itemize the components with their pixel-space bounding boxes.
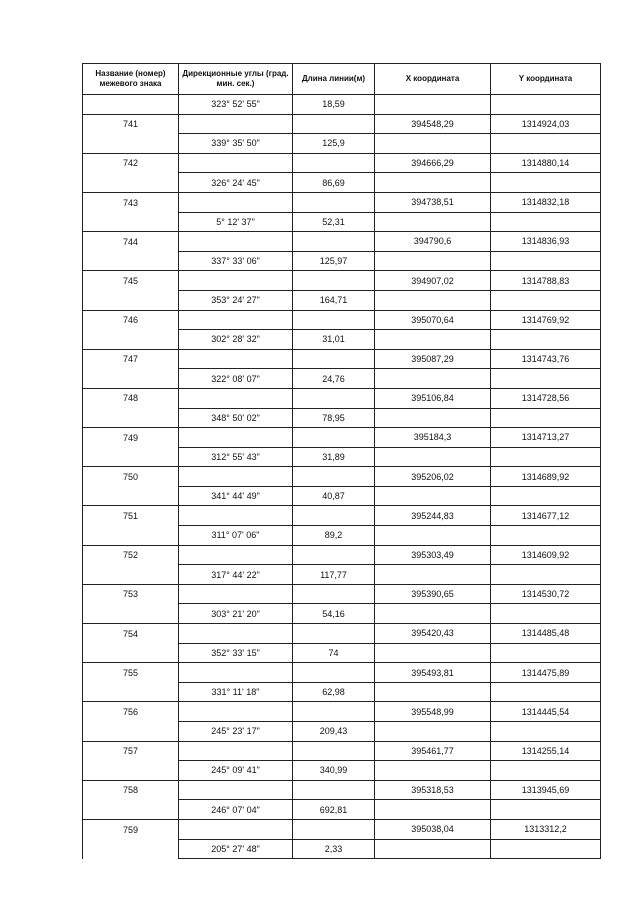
line-length: 2,33: [293, 839, 375, 859]
x-coordinate: 395070,64: [375, 310, 491, 330]
mark-number: 743: [83, 192, 179, 212]
mark-cell: [83, 604, 179, 624]
line-length: 78,95: [293, 408, 375, 428]
angle-cell: [179, 428, 293, 448]
length-cell: [293, 506, 375, 526]
length-cell: [293, 741, 375, 761]
angle-cell: [179, 584, 293, 604]
line-length: 74: [293, 643, 375, 663]
angle-cell: [179, 741, 293, 761]
direction-angle: 331° 11' 18": [179, 682, 293, 702]
y-cell: [491, 722, 601, 742]
y-cell: [491, 486, 601, 506]
x-cell: [375, 251, 491, 271]
table-row: [83, 173, 601, 193]
angle-cell: [179, 624, 293, 644]
mark-cell: [83, 330, 179, 350]
x-coordinate: 394790,6: [375, 232, 491, 252]
angle-cell: [179, 388, 293, 408]
direction-angle: 322° 08' 07": [179, 369, 293, 389]
length-cell: [293, 584, 375, 604]
angle-cell: [179, 467, 293, 487]
mark-number: 741: [83, 114, 179, 134]
table-row: [83, 310, 601, 330]
line-length: 62,98: [293, 682, 375, 702]
angle-cell: [179, 819, 293, 839]
line-length: 125,97: [293, 251, 375, 271]
mark-number: 746: [83, 310, 179, 330]
y-cell: [491, 447, 601, 467]
x-cell: [375, 800, 491, 820]
length-cell: [293, 153, 375, 173]
table-body: [83, 95, 601, 859]
table-row: [83, 780, 601, 800]
x-coordinate: 395184,3: [375, 428, 491, 448]
angle-cell: [179, 780, 293, 800]
y-cell: [491, 643, 601, 663]
direction-angle: 302° 28' 32": [179, 330, 293, 350]
mark-number: 753: [83, 584, 179, 604]
line-length: 86,69: [293, 173, 375, 193]
mark-number: 747: [83, 349, 179, 369]
y-coordinate: 1313945,69: [491, 780, 601, 800]
line-length: 31,01: [293, 330, 375, 350]
angle-cell: [179, 114, 293, 134]
y-coordinate: 1314788,83: [491, 271, 601, 291]
y-cell: [491, 134, 601, 154]
table-row: [83, 447, 601, 467]
table-row: [83, 682, 601, 702]
mark-cell: [83, 682, 179, 702]
table-row: [83, 506, 601, 526]
mark-cell: [83, 761, 179, 781]
y-coordinate: 1314445,54: [491, 702, 601, 722]
table-row: [83, 349, 601, 369]
header-y: Y координата: [491, 64, 601, 95]
direction-angle: 353° 24' 27": [179, 290, 293, 310]
y-cell: [491, 330, 601, 350]
length-cell: [293, 114, 375, 134]
table-row: [83, 408, 601, 428]
angle-cell: [179, 702, 293, 722]
angle-cell: [179, 663, 293, 683]
direction-angle: 317° 44' 22": [179, 565, 293, 585]
y-cell: [491, 251, 601, 271]
y-cell: [491, 408, 601, 428]
angle-cell: [179, 232, 293, 252]
length-cell: [293, 310, 375, 330]
x-coordinate: 395303,49: [375, 545, 491, 565]
y-coordinate: 1314485,48: [491, 624, 601, 644]
mark-number: 751: [83, 506, 179, 526]
y-cell: [491, 565, 601, 585]
direction-angle: 337° 33' 06": [179, 251, 293, 271]
length-cell: [293, 349, 375, 369]
mark-number: 755: [83, 663, 179, 683]
mark-cell: [83, 408, 179, 428]
table-row: [83, 819, 601, 839]
x-coordinate: 395548,99: [375, 702, 491, 722]
direction-angle: 205° 27' 48": [179, 839, 293, 859]
angle-cell: [179, 545, 293, 565]
table-row: [83, 153, 601, 173]
mark-cell: [83, 643, 179, 663]
mark-cell: [83, 447, 179, 467]
direction-angle: 312° 55' 43": [179, 447, 293, 467]
x-cell: [375, 447, 491, 467]
length-cell: [293, 271, 375, 291]
mark-cell: [83, 134, 179, 154]
table-row: [83, 545, 601, 565]
table-row: [83, 114, 601, 134]
y-cell: [491, 95, 601, 115]
angle-cell: 323° 52' 55": [179, 95, 293, 115]
mark-number: 744: [83, 232, 179, 252]
x-coordinate: 395206,02: [375, 467, 491, 487]
y-cell: [491, 682, 601, 702]
mark-cell: [83, 212, 179, 232]
table-row: [83, 388, 601, 408]
length-cell: [293, 624, 375, 644]
length-cell: [293, 702, 375, 722]
y-coordinate: 1314689,92: [491, 467, 601, 487]
line-length: 209,43: [293, 722, 375, 742]
mark-cell: [83, 95, 179, 115]
y-cell: [491, 839, 601, 859]
boundary-points-table: [82, 63, 601, 859]
length-cell: 18,59: [293, 95, 375, 115]
y-cell: [491, 800, 601, 820]
x-cell: [375, 604, 491, 624]
mark-number: 749: [83, 428, 179, 448]
table-row: [83, 584, 601, 604]
table-row: [83, 800, 601, 820]
table-row: [83, 839, 601, 859]
y-coordinate: 1314769,92: [491, 310, 601, 330]
mark-number: 750: [83, 467, 179, 487]
header-x: X координата: [375, 64, 491, 95]
y-coordinate: 1314924,03: [491, 114, 601, 134]
direction-angle: 311° 07' 06": [179, 526, 293, 546]
table-row: [83, 604, 601, 624]
x-cell: [375, 408, 491, 428]
mark-cell: [83, 290, 179, 310]
y-coordinate: 1314728,56: [491, 388, 601, 408]
y-cell: [491, 369, 601, 389]
x-coordinate: 395318,53: [375, 780, 491, 800]
header-angle: Дирекционные углы (град. мин. сек.): [179, 64, 293, 95]
table-row: [83, 271, 601, 291]
angle-cell: [179, 153, 293, 173]
mark-cell: [83, 526, 179, 546]
mark-number: 742: [83, 153, 179, 173]
table-header-row: [83, 64, 601, 95]
line-length: 692,81: [293, 800, 375, 820]
mark-number: 758: [83, 780, 179, 800]
x-coordinate: 395390,65: [375, 584, 491, 604]
x-cell: [375, 722, 491, 742]
x-coordinate: 395493,81: [375, 663, 491, 683]
y-cell: [491, 212, 601, 232]
y-cell: [491, 526, 601, 546]
y-coordinate: 1314677,12: [491, 506, 601, 526]
x-cell: [375, 95, 491, 115]
x-coordinate: 395461,77: [375, 741, 491, 761]
y-cell: [491, 290, 601, 310]
header-name: Название (номер) межевого знака: [83, 64, 179, 95]
mark-number: 754: [83, 624, 179, 644]
table-row: [83, 212, 601, 232]
y-coordinate: 1314255,14: [491, 741, 601, 761]
y-coordinate: 1314609,92: [491, 545, 601, 565]
x-cell: [375, 643, 491, 663]
y-coordinate: 1314836,93: [491, 232, 601, 252]
y-coordinate: 1313312,2: [491, 819, 601, 839]
direction-angle: 326° 24' 45": [179, 173, 293, 193]
mark-number: 757: [83, 741, 179, 761]
length-cell: [293, 545, 375, 565]
direction-angle: 245° 23' 17": [179, 722, 293, 742]
table-row: [83, 663, 601, 683]
mark-cell: [83, 722, 179, 742]
x-coordinate: 395038,04: [375, 819, 491, 839]
mark-number: 759: [83, 819, 179, 839]
length-cell: [293, 780, 375, 800]
length-cell: [293, 388, 375, 408]
x-coordinate: 394666,29: [375, 153, 491, 173]
direction-angle: 246° 07' 04": [179, 800, 293, 820]
mark-cell: [83, 486, 179, 506]
mark-cell: [83, 565, 179, 585]
x-cell: [375, 290, 491, 310]
length-cell: [293, 428, 375, 448]
angle-cell: [179, 192, 293, 212]
table-row: [83, 741, 601, 761]
table-row: [83, 290, 601, 310]
mark-cell: [83, 173, 179, 193]
x-cell: [375, 839, 491, 859]
mark-number: 752: [83, 545, 179, 565]
x-cell: [375, 330, 491, 350]
table-row: [83, 702, 601, 722]
table-row: [83, 428, 601, 448]
mark-cell: [83, 251, 179, 271]
line-length: 125,9: [293, 134, 375, 154]
table-row: [83, 330, 601, 350]
y-coordinate: 1314475,89: [491, 663, 601, 683]
table-row: [83, 722, 601, 742]
x-coordinate: 395420,43: [375, 624, 491, 644]
angle-cell: [179, 349, 293, 369]
y-cell: [491, 604, 601, 624]
table-row: [83, 467, 601, 487]
y-coordinate: 1314743,76: [491, 349, 601, 369]
x-cell: [375, 173, 491, 193]
x-coordinate: 394548,29: [375, 114, 491, 134]
direction-angle: 245° 09' 41": [179, 761, 293, 781]
table-row: [83, 526, 601, 546]
table-row: [83, 232, 601, 252]
x-cell: [375, 526, 491, 546]
length-cell: [293, 192, 375, 212]
direction-angle: 348° 50' 02": [179, 408, 293, 428]
y-coordinate: 1314713,27: [491, 428, 601, 448]
x-cell: [375, 369, 491, 389]
direction-angle: 339° 35' 50": [179, 134, 293, 154]
angle-cell: [179, 271, 293, 291]
x-cell: [375, 134, 491, 154]
line-length: 54,16: [293, 604, 375, 624]
mark-cell: [83, 839, 179, 859]
direction-angle: 341° 44' 49": [179, 486, 293, 506]
table-row: [83, 643, 601, 663]
line-length: 24,76: [293, 369, 375, 389]
x-coordinate: 394907,02: [375, 271, 491, 291]
y-cell: [491, 761, 601, 781]
x-coordinate: 395244,83: [375, 506, 491, 526]
table-row: [83, 192, 601, 212]
table-row: [83, 486, 601, 506]
table-row: [83, 95, 601, 115]
y-cell: [491, 173, 601, 193]
y-coordinate: 1314530,72: [491, 584, 601, 604]
mark-cell: [83, 800, 179, 820]
x-coordinate: 395087,29: [375, 349, 491, 369]
table-row: [83, 134, 601, 154]
line-length: 89,2: [293, 526, 375, 546]
mark-cell: [83, 369, 179, 389]
table-row: [83, 251, 601, 271]
table-row: [83, 761, 601, 781]
line-length: 52,31: [293, 212, 375, 232]
mark-number: 756: [83, 702, 179, 722]
mark-number: 745: [83, 271, 179, 291]
header-length: Длина линии(м): [293, 64, 375, 95]
x-cell: [375, 212, 491, 232]
angle-cell: [179, 506, 293, 526]
x-cell: [375, 486, 491, 506]
angle-cell: [179, 310, 293, 330]
length-cell: [293, 232, 375, 252]
y-coordinate: 1314880,14: [491, 153, 601, 173]
direction-angle: 5° 12' 37": [179, 212, 293, 232]
x-coordinate: 395106,84: [375, 388, 491, 408]
table-row: [83, 624, 601, 644]
line-length: 40,87: [293, 486, 375, 506]
line-length: 117,77: [293, 565, 375, 585]
line-length: 164,71: [293, 290, 375, 310]
line-length: 31,89: [293, 447, 375, 467]
direction-angle: 303° 21' 20": [179, 604, 293, 624]
length-cell: [293, 663, 375, 683]
table-row: [83, 369, 601, 389]
x-cell: [375, 682, 491, 702]
x-coordinate: 394738,51: [375, 192, 491, 212]
y-coordinate: 1314832,18: [491, 192, 601, 212]
x-cell: [375, 761, 491, 781]
line-length: 340,99: [293, 761, 375, 781]
direction-angle: 352° 33' 15": [179, 643, 293, 663]
length-cell: [293, 819, 375, 839]
length-cell: [293, 467, 375, 487]
table-row: [83, 565, 601, 585]
mark-number: 748: [83, 388, 179, 408]
x-cell: [375, 565, 491, 585]
